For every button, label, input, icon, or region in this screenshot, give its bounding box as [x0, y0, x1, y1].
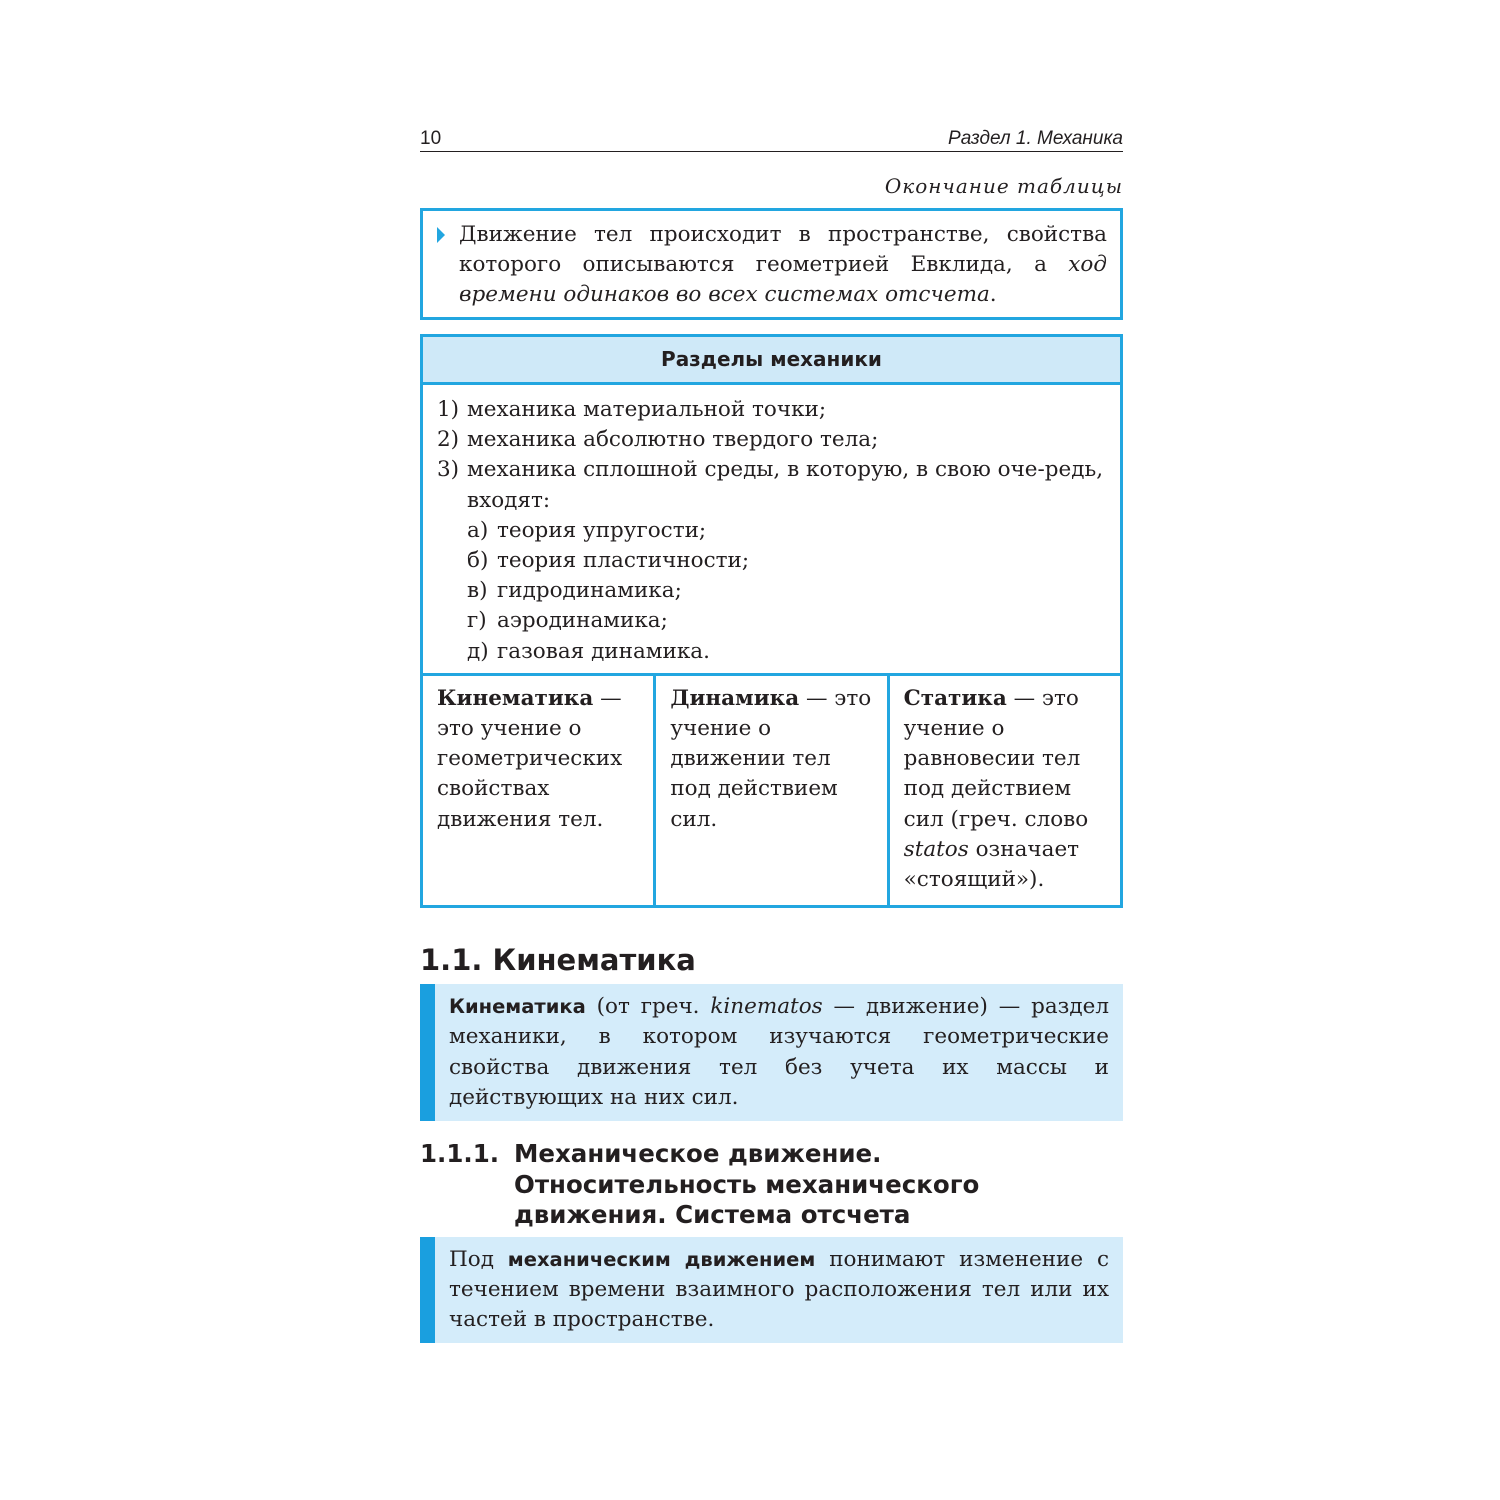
intro-end: .: [989, 282, 997, 307]
list-item-num: д): [467, 638, 489, 664]
subsection-heading: [420, 1139, 1123, 1231]
list-item-text: механика сплошной среды, в которую, в свою оче-редь, входят:: [467, 457, 1104, 513]
arrow-bullet-icon: [437, 227, 445, 243]
definition-italic: kinematos: [710, 994, 823, 1020]
list-item-num: 1): [437, 397, 460, 422]
list-item: [437, 425, 1106, 455]
book-page: [420, 120, 1123, 1343]
list-item-text: аэродинамика;: [497, 608, 668, 634]
cell-italic: statos: [903, 836, 969, 862]
list-item: [437, 455, 1106, 515]
list-item-text: гидродинамика;: [497, 578, 682, 604]
section-name: Раздел 1. Механика: [948, 128, 1123, 149]
list-item-text: механика абсолютно твердого тела;: [467, 427, 879, 453]
motion-definition-box: [420, 1237, 1123, 1344]
definition-text: — движение) — раздел механики, в котором изучаются геометрические свойства движения тел без учета их массы и действующих на них сил.: [449, 994, 1109, 1110]
intro-italic: ход времени одинаков во всех системах отсчета: [459, 252, 1107, 307]
sub-list-item: [437, 546, 1106, 576]
subsection-number: 1.1.1.: [420, 1139, 500, 1169]
table-title: Разделы механики: [423, 337, 1120, 385]
cell-text-end: означает «стоящий»).: [903, 836, 1080, 893]
list-item-text: теория пластичности;: [497, 548, 750, 574]
sub-list-item: [437, 516, 1106, 546]
table-continued-label: Окончание таблицы: [884, 174, 1123, 198]
mechanics-sections-table: [420, 334, 1123, 908]
page-number: 10: [420, 128, 442, 149]
dynamics-cell: [653, 676, 886, 905]
kinematics-definition-box: [420, 984, 1123, 1121]
running-head: [420, 120, 1123, 152]
subsection-title: Механическое движение. Относительность механического движения. Система отсчета: [514, 1139, 980, 1230]
kinematics-cell: [423, 676, 653, 905]
statics-cell: [887, 676, 1120, 905]
term-kinematics: Кинематика: [437, 685, 594, 711]
definition-term: механическим движением: [507, 1247, 816, 1271]
definition-term: Кинематика: [449, 995, 586, 1019]
cell-text: — это учение о движении тел под действием сил.: [670, 685, 872, 832]
list-item-text: механика материальной точки;: [467, 397, 827, 422]
definition-text: понимают изменение с течением времени взаимного расположения тел или их частей в пространстве.: [449, 1246, 1109, 1332]
list-item-text: теория упругости;: [497, 517, 707, 543]
list-item-num: в): [467, 578, 488, 604]
section-heading: 1.1. Кинематика: [420, 943, 696, 978]
cell-text: — это учение о геометрических свойствах движения тел.: [437, 685, 623, 832]
term-dynamics: Динамика: [670, 685, 800, 711]
list-item-num: г): [467, 608, 487, 634]
sub-list-item: [437, 576, 1106, 606]
list-item-num: 3): [437, 457, 460, 483]
definition-text: (от греч.: [585, 994, 711, 1020]
intro-box: [420, 208, 1123, 320]
sub-list-item: [437, 606, 1106, 636]
list-item-num: 2): [437, 427, 460, 453]
list-item-num: б): [467, 548, 489, 574]
definition-text: Под: [449, 1246, 508, 1272]
list-item-text: газовая динамика.: [497, 638, 710, 664]
cell-text: — это учение о равновесии тел под действием сил (греч. слово: [903, 685, 1089, 832]
sub-list-item: [437, 637, 1106, 667]
sections-list: [423, 385, 1120, 673]
term-statics: Статика: [903, 685, 1007, 711]
definitions-row: [423, 673, 1120, 905]
intro-text: Движение тел происходит в пространстве, свойства которого описываются геометрией Евклида, а: [459, 222, 1107, 277]
list-item: [437, 395, 1106, 425]
list-item-num: а): [467, 517, 489, 543]
